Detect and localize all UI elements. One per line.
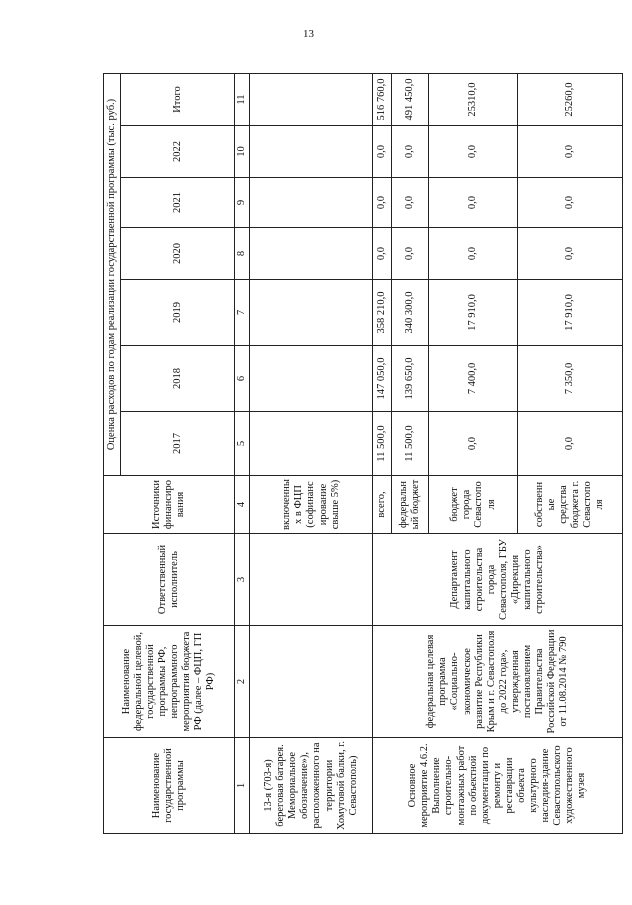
source-label: бюджет города Севастополя [429,476,518,534]
col-number: 8 [235,228,250,280]
cont-program-name: 13-я (703-я) береговая батарея. Мемориальное обозначение»), расположенного на территории Хомутовой балки, г. Севастополь) [250,738,373,834]
main-activity-name: Основное мероприятие 4.6.2. Выполнение строительно-монтажных работ по объектной документации по ремонту и реставрации объекта культурного наследия-здание Севастопольского художественного музея [373,738,623,834]
value-cell: 11 500,0 [373,412,392,476]
value-cell: 0,0 [518,412,623,476]
value-cell: 358 210,0 [373,280,392,346]
source-label: собственные средства бюджета г. Севастополя [518,476,623,534]
value-cell: 0,0 [392,126,429,178]
main-executor: Департамент капитального строительства города Севастополя, ГБУ «Дирекция капитального строительства» [373,534,623,626]
value-cell: 0,0 [429,412,518,476]
value-cell: 0,0 [429,178,518,228]
value-cell: 0,0 [429,126,518,178]
col-number: 4 [235,476,250,534]
header-year: 2017 [121,412,235,476]
value-cell: 0,0 [373,178,392,228]
value-cell: 340 300,0 [392,280,429,346]
total-cell: 25310,0 [429,73,518,125]
col-number: 7 [235,280,250,346]
value-cell: 17 910,0 [429,280,518,346]
col-number: 9 [235,178,250,228]
value-cell: 0,0 [518,178,623,228]
value-cell: 139 650,0 [392,346,429,412]
col-number: 5 [235,412,250,476]
header-year: 2020 [121,228,235,280]
header-year: 2021 [121,178,235,228]
total-cell: 516 760,0 [373,73,392,125]
value-cell: 0,0 [518,228,623,280]
total-cell: 491 450,0 [392,73,429,125]
header-fcp-name: Наименование федеральной целевой, государственной программы РФ, непрограммного мероприятия бюджета РФ (далее – ФЦП, ГП РФ) [104,626,235,738]
col-number: 1 [235,738,250,834]
cont-empty [250,412,373,476]
value-cell: 147 050,0 [373,346,392,412]
budget-table [103,73,623,834]
header-year: 2022 [121,126,235,178]
rotated-table-wrapper [103,74,623,834]
value-cell: 0,0 [518,126,623,178]
cont-empty [250,280,373,346]
value-cell: 11 500,0 [392,412,429,476]
value-cell: 7 350,0 [518,346,623,412]
header-year: 2019 [121,280,235,346]
cont-empty [250,73,373,125]
value-cell: 0,0 [392,178,429,228]
col-number: 11 [235,73,250,125]
header-executor: Ответственный исполнитель [104,534,235,626]
cont-empty [250,228,373,280]
value-cell: 0,0 [373,126,392,178]
cont-empty [250,626,373,738]
cont-empty [250,126,373,178]
col-number: 3 [235,534,250,626]
col-number: 2 [235,626,250,738]
total-cell: 25260,0 [518,73,623,125]
header-year: 2018 [121,346,235,412]
cont-empty [250,534,373,626]
value-cell: 0,0 [373,228,392,280]
cont-funding-source: включенных в ФЦП (софинансирование свыше 5%) [250,476,373,534]
page-number: 13 [303,28,314,40]
value-cell: 17 910,0 [518,280,623,346]
cont-empty [250,178,373,228]
value-cell: 0,0 [429,228,518,280]
header-program-name: Наименование государственной программы [104,738,235,834]
header-funding-source: Источники финансирования [104,476,235,534]
col-number: 10 [235,126,250,178]
source-label: федеральный бюджет [392,476,429,534]
value-cell: 0,0 [392,228,429,280]
main-fcp-name: федеральная целевая программа «Социально-экономическое развитие Республики Крым и г. Севастополя до 2022 года», утвержденная постановлением Правительства Российской Федерации от 11.08.2014 № 790 [373,626,623,738]
source-label: всего, [373,476,392,534]
value-cell: 7 400,0 [429,346,518,412]
header-total: Итого [121,73,235,125]
cont-empty [250,346,373,412]
header-expense-group: Оценка расходов по годам реализации государственной программы (тыс. руб.) [104,73,121,475]
col-number: 6 [235,346,250,412]
